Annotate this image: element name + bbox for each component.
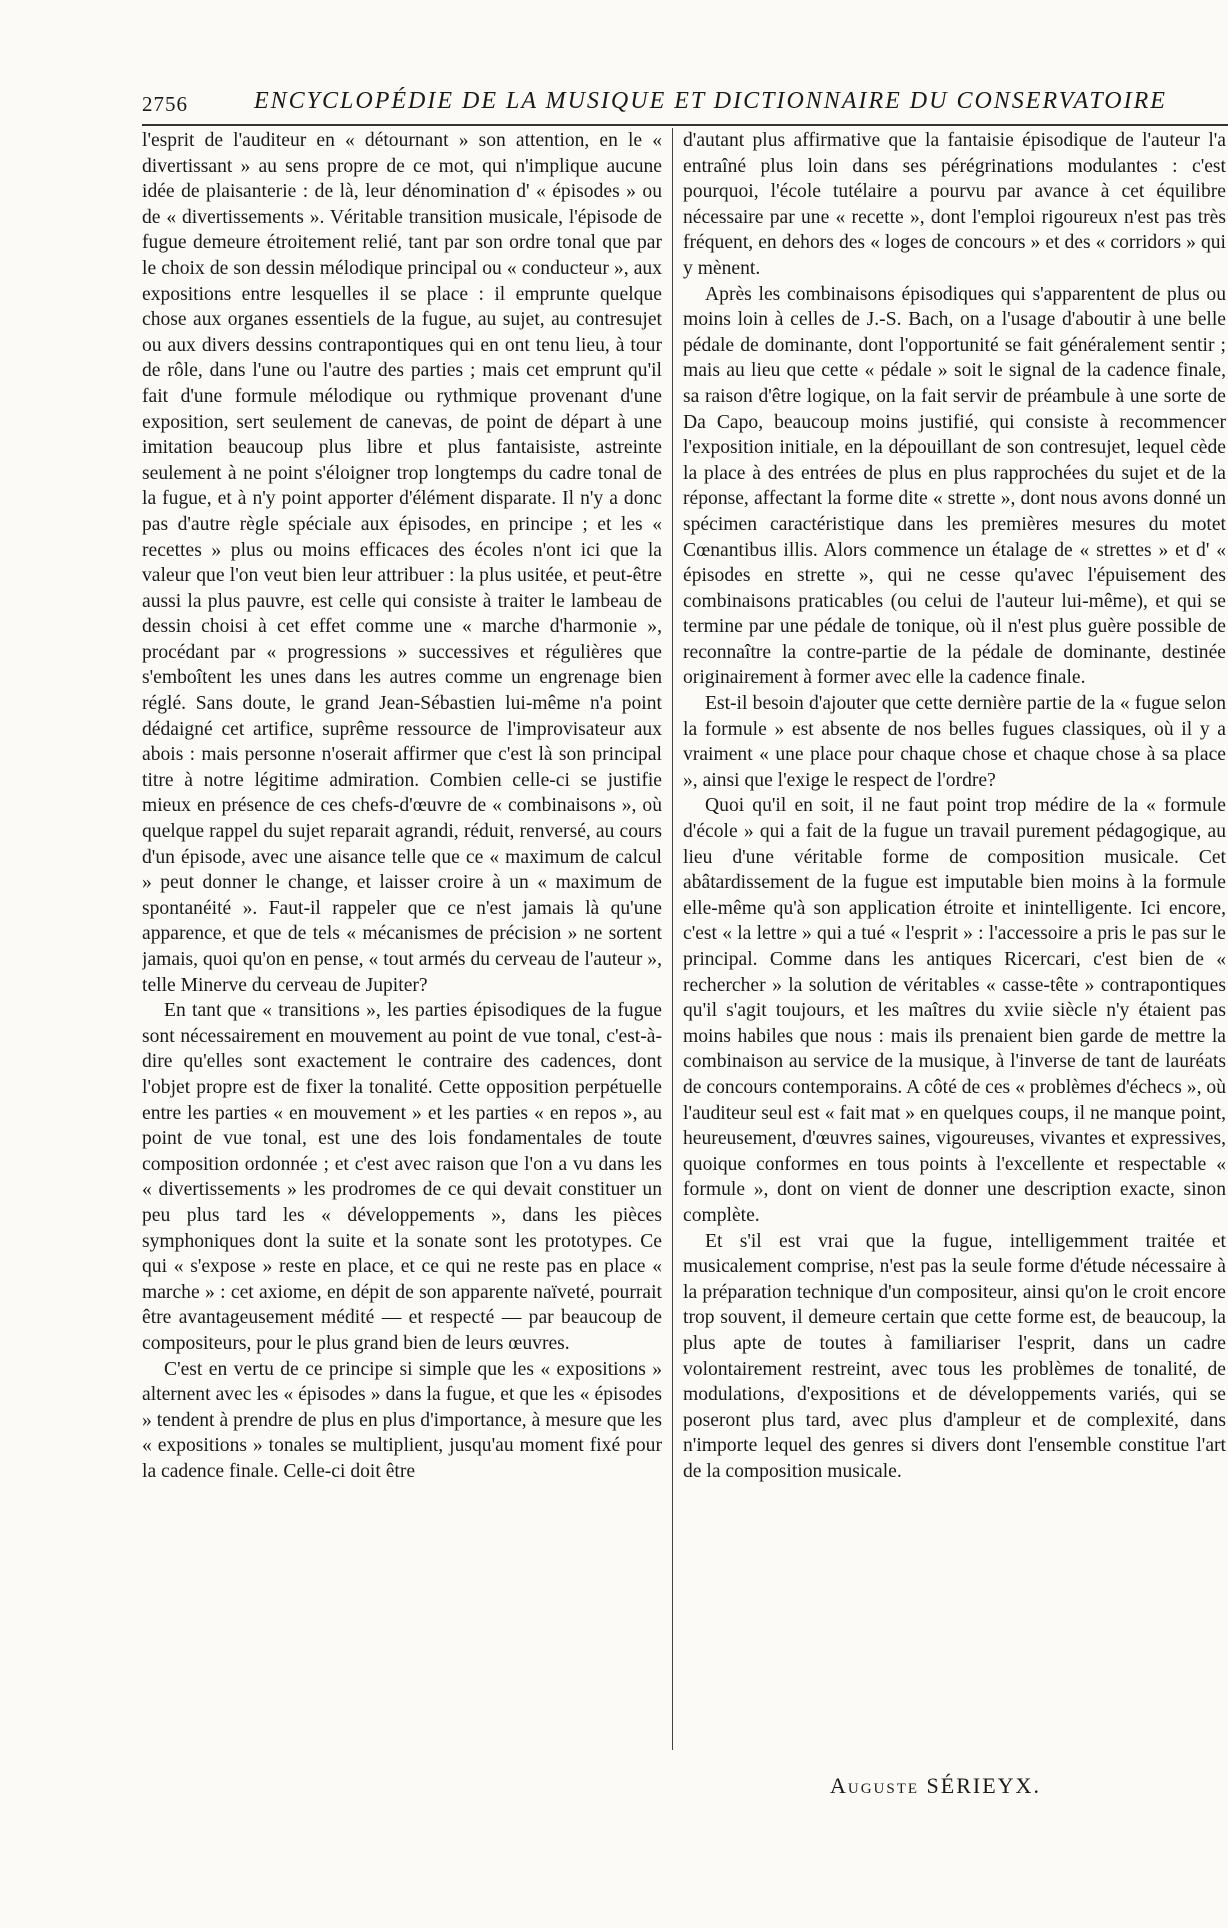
- paragraph: Est-il besoin d'ajouter que cette dernière partie de la « fugue selon la formule » est absente de nos belles fugues classiques, où il y a vraiment « une place pour chaque chose et chaque chose à sa place », ainsi que l'exige le respect de l'ordre?: [683, 693, 1226, 791]
- running-head: [142, 88, 1228, 124]
- paragraph: En tant que « transitions », les parties épisodiques de la fugue sont nécessairement en mouvement au point de vue tonal, c'est-à-dire qu'elles sont exactement le contraire des cadences, dont l'objet propre est de fixer la tonalité. Cette opposition perpétuelle entre les parties « en mouvement » et les parties « en repos », au point de vue tonal, est une des lois fondamentales de toute composition ordonnée ; et c'est avec raison que l'on a vu dans les « divertissements » les prodromes de ce qui devait constituer un peu plus tard les « développements », dans les pièces symphoniques dont la suite et la sonate sont les prototypes. Ce qui « s'expose » reste en place, et ce qui ne reste pas en place « marche » : cet axiome, en dépit de son apparente naïveté, pourrait être avantageusement médité — et respecté — par beaucoup de compositeurs, pour le plus grand bien de leurs œuvres.: [142, 1000, 662, 1354]
- paragraph: Et s'il est vrai que la fugue, intelligemment traitée et musicalement comprise, n'est pas la seule forme d'étude nécessaire à la préparation technique d'un compositeur, ainsi qu'on le croit encore trop souvent, il demeure certain que cette forme est, de beaucoup, la plus apte de toutes à familiariser l'esprit, dans un cadre volontairement restreint, avec tous les problèmes de tonalité, de modulations, d'expositions et de développements variés, qui se poseront plus tard, avec plus d'ampleur et de complexité, dans n'importe lequel des genres si divers dont l'ensemble constitue l'art de la composition musicale.: [683, 1230, 1226, 1482]
- page-header-title: ENCYCLOPÉDIE DE LA MUSIQUE ET DICTIONNAIRE DU CONSERVATOIRE: [254, 88, 1167, 114]
- paragraph: l'esprit de l'auditeur en « détournant » son attention, en le « divertissant » au sens propre de ce mot, qui n'implique aucune idée de plaisanterie : de là, leur dénomination d' « épisodes » ou de « divertissements ». Véritable transition musicale, l'épisode de fugue demeure étroitement relié, tant par son ordre tonal que par le choix de son dessin mélodique principal ou « conducteur », aux expositions entre lesquelles il se place : il emprunte quelque chose aux organes essentiels de la fugue, au sujet, au contresujet ou aux divers dessins contrapontiques qui en ont tenu lieu, à tour de rôle, dans l'une ou l'autre des parties ; mais cet emprunt qu'il fait d'une formule mélodique ou rythmique provenant d'une exposition, sert seulement de canevas, de point de départ à une imitation beaucoup plus libre et plus fantaisiste, astreinte seulement à ne point s'éloigner trop longtemps du cadre tonal de la fugue, et à n'y point apporter d'élément disparate. Il n'y a donc pas d'autre règle spéciale aux épisodes, en principe ; et les « recettes » plus ou moins efficaces des écoles n'ont ici que la valeur que l'on veut bien leur attribuer : la plus usitée, et peut-être aussi la plus pauvre, est celle qui consiste à traiter le lambeau de dessin choisi à cet effet comme une « marche d'harmonie », procédant par « progressions » successives et régulières que s'emboîtent les unes dans les autres comme un engrenage bien réglé. Sans doute, le grand Jean-Sébastien lui-même n'a point dédaigné cet artifice, suprême ressource de l'improvisateur aux abois : mais personne n'oserait affirmer que c'est là son principal titre à notre légitime admiration. Combien celle-ci se justifie mieux en présence de ces chefs-d'œuvre de « combinaisons », où quelque rappel du sujet reparait agrandi, réduit, renversé, au cours d'un épisode, avec une aisance telle que ce « maximum de calcul » peut donner le change, et laisser croire à un « maximum de spontanéité ». Faut-il rappeler que ce n'est jamais là qu'une apparence, et que de tels « mécanismes de précision » ne sortent jamais, quoi qu'on en pense, « tout armés du cerveau de l'auteur », telle Minerve du cerveau de Jupiter?: [142, 130, 662, 996]
- author-signature: Auguste SÉRIEYX.: [830, 1773, 1041, 1798]
- page-number: 2756: [142, 92, 188, 116]
- column-divider: [672, 128, 673, 1750]
- left-column: [142, 128, 662, 1750]
- paragraph: d'autant plus affirmative que la fantaisie épisodique de l'auteur l'a entraîné plus loin dans ses pérégrinations modulantes : c'est pourquoi, l'école tutélaire a pourvu par avance à cet équilibre nécessaire par une « recette », dont l'emploi rigoureux n'est pas très fréquent, en dehors des « loges de concours » et des « corridors » qui y mènent.: [683, 130, 1226, 279]
- right-column: [683, 128, 1226, 1750]
- paragraph: C'est en vertu de ce principe si simple que les « expositions » alternent avec les « épisodes » dans la fugue, et que les « épisodes » tendent à prendre de plus en plus d'importance, à mesure que les « expositions » tonales se multiplient, jusqu'au moment fixé pour la cadence finale. Celle-ci doit être: [142, 1358, 662, 1482]
- header-rule: [142, 124, 1228, 126]
- paragraph: Après les combinaisons épisodiques qui s'apparentent de plus ou moins loin à celles de J.-S. Bach, on a l'usage d'aboutir à une belle pédale de dominante, dont l'opportunité se fait généralement sentir ; mais au lieu que cette « pédale » soit le signal de la cadence finale, sa raison d'être logique, on la fait servir de préambule à une sorte de Da Capo, beaucoup moins justifié, qui consiste à recommencer l'exposition initiale, en la dépouillant de son contresujet, lequel cède la place à des entrées de plus en plus rapprochées du sujet et de la réponse, affectant la forme dite « strette », dont nous avons donné un spécimen caractéristique dans les premières mesures du motet Cœnantibus illis. Alors commence un étalage de « strettes » et d' « épisodes en strette », qui ne cesse qu'avec l'épuisement des combinaisons praticables (ou celui de l'auteur lui-même), et qui se termine par une pédale de tonique, où il n'est plus guère possible de reconnaître la contre-partie de la pédale de dominante, destinée originairement à former avec elle la cadence finale.: [683, 283, 1226, 689]
- paragraph: Quoi qu'il en soit, il ne faut point trop médire de la « formule d'école » qui a fait de la fugue un travail purement pédagogique, au lieu d'une véritable forme de composition musicale. Cet abâtardissement de la fugue est imputable bien moins à la formule elle-même qu'à son application étroite et inintelligente. Ici encore, c'est « la lettre » qui a tué « l'esprit » : l'accessoire a pris le pas sur le principal. Comme dans les antiques Ricercari, c'est bien de « rechercher » la solution de véritables « casse-tête » contrapontiques qu'il s'agit toujours, et les maîtres du xviie siècle n'y étaient pas moins habiles que nous : mais ils prenaient bien garde de mettre la combinaison au service de la musique, à l'inverse de tant de lauréats de concours contemporains. A côté de ces « problèmes d'échecs », où l'auditeur seul est « fait mat » en quelques coups, il ne manque point, heureusement, d'œuvres saines, vigoureuses, vivantes et expressives, quoique conformes en tous points à l'excellente et respectable « formule », dont on vient de donner une description exacte, sinon complète.: [683, 795, 1226, 1226]
